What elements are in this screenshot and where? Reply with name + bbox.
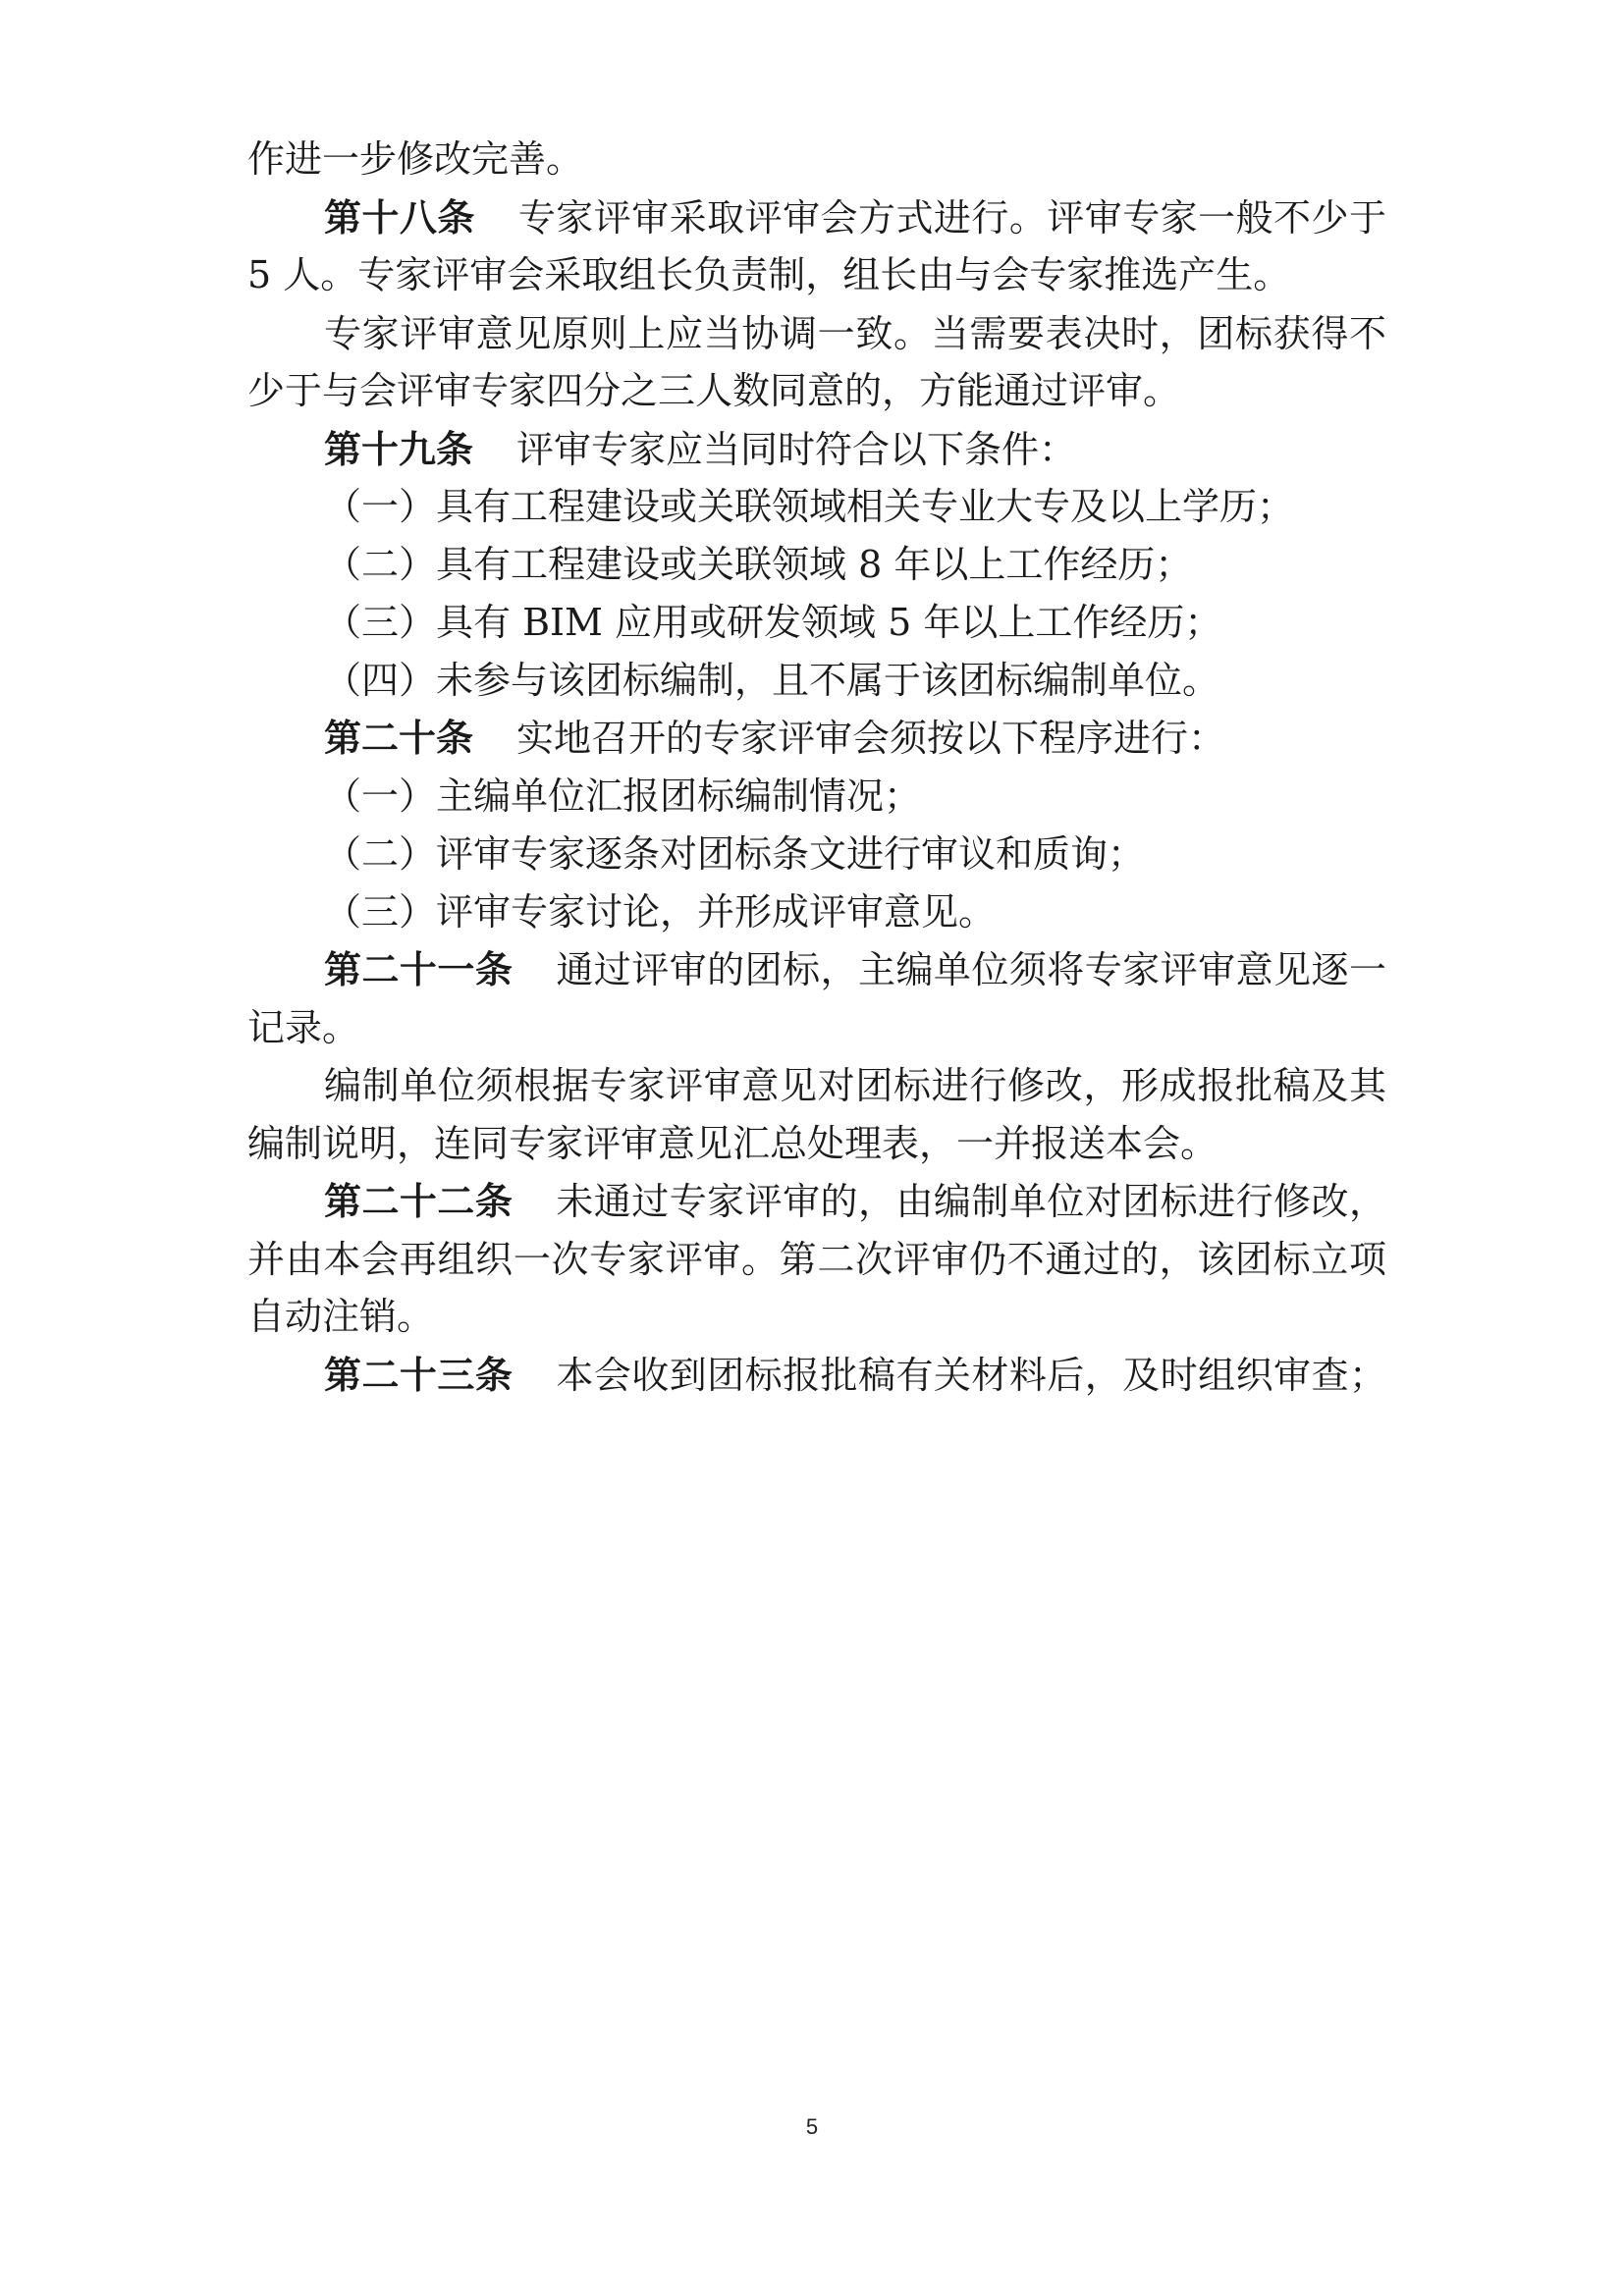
article-18-line-1: 第十八条 专家评审采取评审会方式进行。评审专家一般不少于: [324, 196, 1386, 240]
article-21-paragraph-2-line-2: 编制说明，连同专家评审意见汇总处理表，一并报送本会。: [247, 1122, 1218, 1165]
article-22-title: 第二十二条: [324, 1180, 514, 1223]
article-18-line-2: 5 人。专家评审会采取组长负责制，组长由与会专家推选产生。: [247, 253, 1291, 296]
article-20-item-2: （二）评审专家逐条对团标条文进行审议和质询；: [324, 832, 1146, 876]
article-21-line-1: 第二十一条 通过评审的团标，主编单位须将专家评审意见逐一: [324, 948, 1386, 991]
article-22-line-3: 自动注销。: [247, 1295, 435, 1338]
article-21-line-2: 记录。: [247, 1006, 360, 1049]
article-19-line-1: 第十九条 评审专家应当同时符合以下条件：: [324, 428, 1077, 471]
article-21-paragraph-2-line-1: 编制单位须根据专家评审意见对团标进行修改，形成报批稿及其: [324, 1064, 1386, 1107]
article-19-title: 第十九条: [324, 428, 474, 471]
article-20-line-1: 第二十条 实地召开的专家评审会须按以下程序进行：: [324, 717, 1226, 760]
article-22-line-1: 第二十二条 未通过专家评审的，由编制单位对团标进行修改，: [324, 1180, 1386, 1223]
article-23-title: 第二十三条: [324, 1354, 514, 1397]
article-20-item-1: （一）主编单位汇报团标编制情况；: [324, 774, 922, 818]
article-22-line-2: 并由本会再组织一次专家评审。第二次评审仍不通过的，该团标立项: [247, 1238, 1386, 1281]
article-18-paragraph-2-line-2: 少于与会评审专家四分之三人数同意的，方能通过评审。: [247, 369, 1181, 412]
article-20-item-3: （三）评审专家讨论，并形成评审意见。: [324, 890, 997, 934]
paragraph-line: 作进一步修改完善。: [247, 137, 584, 181]
page-number: 5: [805, 2114, 819, 2139]
article-19-item-3: （三）具有 BIM 应用或研发领域 5 年以上工作经历；: [324, 601, 1222, 644]
article-19-item-1: （一）具有工程建设或关联领域相关专业大专及以上学历；: [324, 485, 1295, 528]
article-23-line-1: 第二十三条 本会收到团标报批稿有关材料后，及时组织审查；: [324, 1354, 1386, 1397]
article-18-paragraph-2-line-1: 专家评审意见原则上应当协调一致。当需要表决时，团标获得不: [324, 312, 1386, 355]
article-20-title: 第二十条: [324, 717, 474, 760]
article-18-title: 第十八条: [324, 196, 475, 240]
article-21-title: 第二十一条: [324, 948, 514, 991]
article-19-item-4: （四）未参与该团标编制，且不属于该团标编制单位。: [324, 659, 1220, 702]
article-19-item-2: （二）具有工程建设或关联领域 8 年以上工作经历；: [324, 543, 1193, 586]
